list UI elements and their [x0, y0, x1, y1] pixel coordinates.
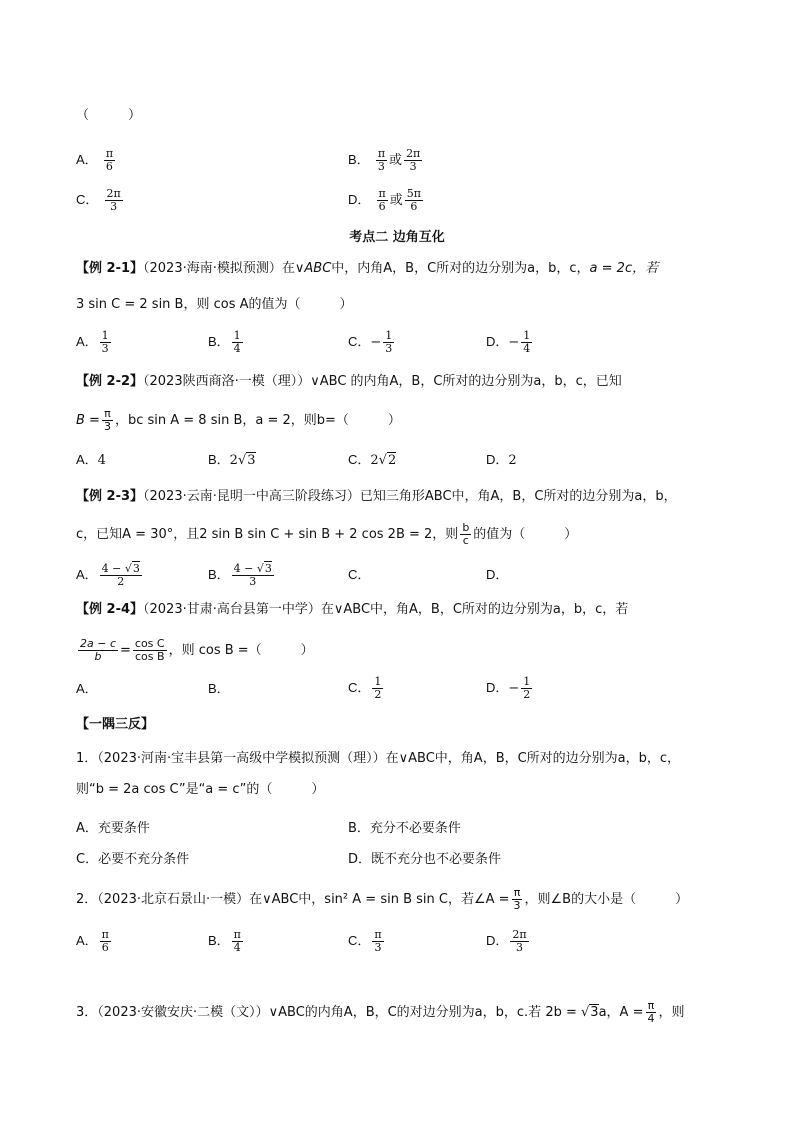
ex3-option-c: C． [348, 567, 371, 582]
ex4-option-a: A． [76, 681, 98, 696]
p1-line2: 则“b = 2a cos C”是“a = c”的（ ） [76, 782, 325, 797]
ex2-option-b: B．2√3 [208, 452, 256, 468]
q0-option-a: A． $\frac{\pi}{6}$ [76, 147, 114, 173]
section-title: 考点二 边角互化 [349, 230, 445, 245]
ex4-option-d: D．− $\frac{1}{2}$ [486, 675, 531, 701]
ex4-option-b: B． [208, 681, 230, 696]
p1-option-d: D．既不充分也不必要条件 [348, 852, 502, 867]
p2-option-d: D． $\frac{2\pi}{3}$ [486, 928, 527, 954]
ex1-option-a: A． $\frac{1}{3}$ [76, 329, 109, 355]
ex3-option-b: B． $\frac{4 - √3}{3}$ [208, 562, 272, 588]
ex1-line2: 3 sin C = 2 sin B，则 cos A的值为（ ） [76, 297, 353, 312]
ex1-option-b: B． $\frac{1}{4}$ [208, 329, 241, 355]
ex2-line2: B = $\frac{\pi}{3}$ ，bc sin A = 8 sin B，a = 2，则b=（ ） [76, 407, 401, 433]
q0-option-c: C． $\frac{2\pi}{3}$ [76, 187, 121, 213]
p2-option-b: B． $\frac{\pi}{4}$ [208, 928, 241, 954]
ex3-option-d: D． [486, 567, 509, 582]
p1-option-a: A．充要条件 [76, 821, 150, 836]
ex3-line2: c，已知A = 30°，且2 sin B sin C + sin B + 2 cos 2B = 2，则 $\frac{b}{c}$ 的值为（ ） [76, 521, 578, 547]
p2-line: 2．（2023·北京石景山·一模）在∨ABC中，sin² A = sin B sin C，若∠A = $\frac{\pi}{3}$ ，则∠B的大小是（ ） [76, 886, 689, 912]
answer-paren: （ ） [76, 108, 142, 123]
q0-option-b: B． $\frac{\pi}{3}$ 或 $\frac{2\pi}{3}$ [348, 147, 421, 173]
p2-option-a: A． $\frac{\pi}{6}$ [76, 928, 109, 954]
ex3-line1: 【例 2-3】（2023·云南·昆明一中高三阶段练习）已知三角形ABC中，角A，B，C所对的边分别为a，b， [76, 489, 677, 504]
q0-option-d: D． $\frac{\pi}{6}$ 或 $\frac{5\pi}{6}$ [348, 187, 422, 213]
practice-title: 【一隅三反】 [76, 717, 155, 732]
ex4-line2: $\frac{2a - c}{b}$ = $\frac{\text{cos C}}{\text{cos B}}$ ，则 cos B =（ ） [80, 637, 314, 663]
p1-option-b: B．充分不必要条件 [348, 821, 461, 836]
p1-line1: 1．（2023·河南·宝丰县第一高级中学模拟预测（理））在∨ABC中，角A，B，C所对的边分别为a，b，c， [76, 751, 681, 766]
ex1-line1: 【例 2-1】（2023·海南·模拟预测）在∨ABC中，内角A，B，C所对的边分别为a，b，c，a = 2c，若 [76, 261, 659, 276]
ex2-option-a: A．4 [76, 452, 106, 468]
ex1-option-d: D．− $\frac{1}{4}$ [486, 329, 531, 355]
p1-option-c: C．必要不充分条件 [76, 852, 190, 867]
ex2-option-c: C．2√2 [348, 452, 397, 468]
p3-line: 3．（2023·安徽安庆·二模（文））∨ABC的内角A，B，C的对边分别为a，b，c.若 2b = √3a，A = $\frac{\pi}{4}$ ，则 [76, 999, 685, 1025]
ex4-line1: 【例 2-4】（2023·甘肃·高台县第一中学）在∨ABC中，角A，B，C所对的边分别为a，b，c，若 [76, 602, 629, 617]
p2-option-c: C． $\frac{\pi}{3}$ [348, 928, 382, 954]
ex4-option-c: C． $\frac{1}{2}$ [348, 675, 382, 701]
ex1-option-c: C．− $\frac{1}{3}$ [348, 329, 393, 355]
ex2-option-d: D．2 [486, 452, 517, 468]
ex2-line1: 【例 2-2】（2023陕西商洛·一模（理））∨ABC 的内角A，B，C所对的边分别为a，b，c，已知 [76, 374, 622, 389]
ex3-option-a: A． $\frac{4 - √3}{2}$ [76, 562, 140, 588]
